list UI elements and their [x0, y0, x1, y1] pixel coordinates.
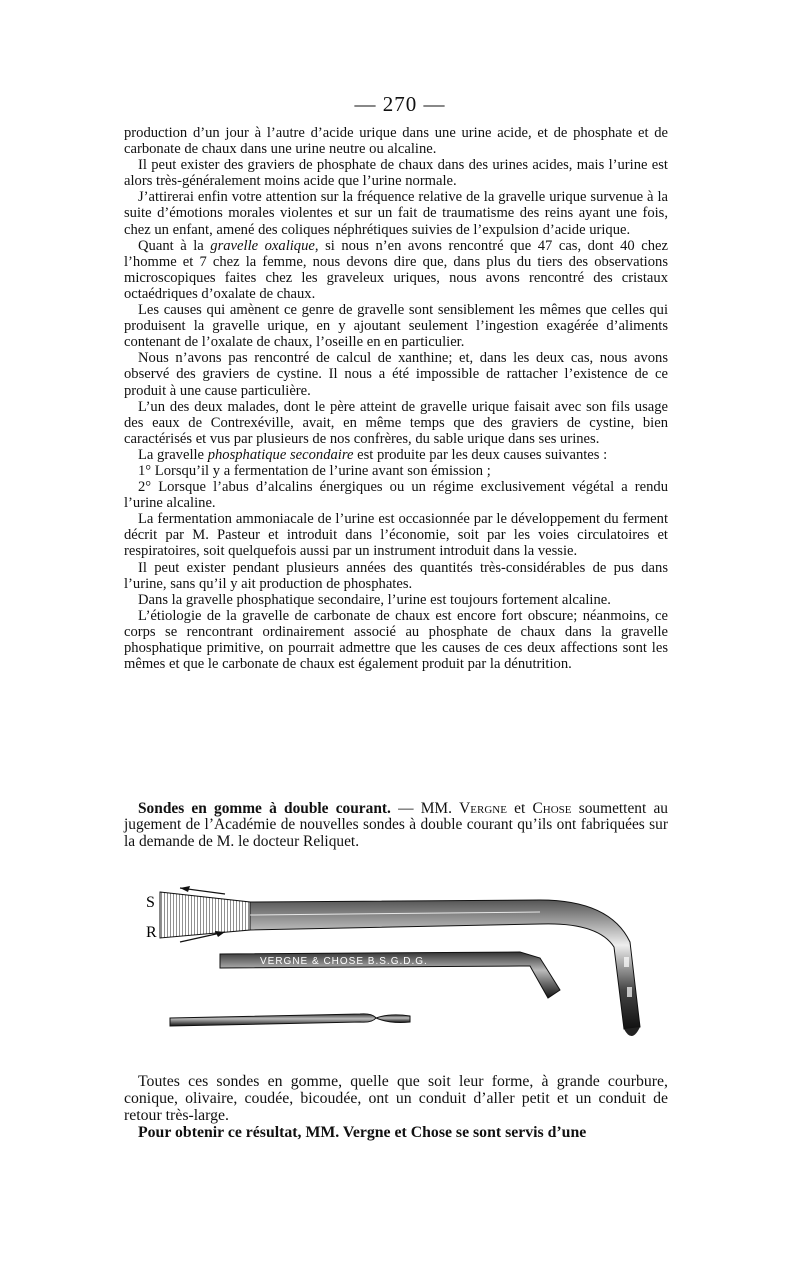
paragraph-gravelle-oxalique — [124, 238, 668, 302]
arrow-icon — [180, 886, 225, 894]
italic-term: gravelle oxalique — [210, 237, 315, 254]
paragraph: Les causes qui amènent ce genre de gravelle sont sensiblement les mêmes que celles qui produisent la gravelle urique, en y ajoutant seulement l’ingestion exagérée d’aliments contenant de l’oxalate de chaux, l’oseille en en particulier. — [124, 302, 668, 351]
text-block-main — [124, 125, 668, 672]
section-rubric: Sondes en gomme à double courant. — [138, 800, 391, 817]
text-run: La gravelle — [138, 446, 208, 463]
paragraph: Toutes ces sondes en gomme, quelle que soit leur forme, à grande courbure, conique, olivaire, coudée, bicoudée, ont un conduit d’aller petit et un conduit de retour très-large. — [124, 1073, 668, 1124]
paragraph: L’étiologie de la gravelle de carbonate de chaux est encore fort obscure; néanmoins, ce corps se rencontrant ordinairement associé au phosphate de chaux dans la gravelle phosphatique primitive, on pourrait admettre que les causes de ces deux affections sont les mêmes et que le carbonate de chaux est également produit par la dénutrition. — [124, 607, 668, 673]
paragraph: production d’un jour à l’autre d’acide urique dans une urine acide, et de phosphate et de carbonate de chaux dans une urine neutre ou alcaline. — [124, 125, 668, 158]
paragraph: J’attirerai enfin votre attention sur la fréquence relative de la gravelle urique survenue à la suite d’émotions morales violentes et sur un fait de traumatisme des reins ayant une fois, chez un enfant, amené des coliques néphrétiques suivies de l’expulsion d’acide urique. — [124, 189, 668, 238]
small-sound — [170, 1014, 410, 1026]
engraving-text: VERGNE & CHOSE B.S.G.D.G. — [260, 956, 428, 967]
label-r: R — [146, 924, 157, 941]
italic-term: phosphatique secondaire — [207, 446, 354, 463]
paragraph: Pour obtenir ce résultat, MM. Vergne et Chose se sont servis d’une — [138, 1124, 587, 1141]
text-run: — MM. — [390, 800, 460, 817]
paragraph: Dans la gravelle phosphatique secondaire, l’urine est toujours fortement alcaline. — [138, 591, 611, 608]
paragraph: L’un des deux malades, dont le père atteint de gravelle urique faisait avec son fils usage des eaux de Contrexéville, avait, en même temps que des graviers de cystine, bien caractérisés et vus par plusieurs de nos confrères, du sable urique dans ses urines. — [124, 398, 668, 447]
stylet-rod — [220, 952, 560, 998]
label-s: S — [146, 894, 155, 911]
paragraph: Il peut exister pendant plusieurs années des quantités très-considérables de pus dans l’urine, sans qu’il y ait production de phosphates. — [124, 559, 668, 592]
section-sondes — [124, 801, 668, 850]
text-run: Quant à la — [138, 237, 211, 254]
text-run: , si nous n’en avons rencontré que 47 cas, dont 40 chez l’homme et 7 chez la femme, nous devons dire que, dans plus du tiers des observations microscopiques faites chez les graveleux uriques, nous avons rencontré des cristaux octaédriques d’oxalate de chaux. — [124, 237, 668, 302]
page-number: — 270 — — [354, 92, 446, 116]
section-paragraph — [124, 801, 668, 850]
list-item: 1° Lorsqu’il y a fermentation de l’urine avant son émission ; — [138, 462, 491, 479]
closing-text — [124, 1073, 668, 1141]
paragraph: Il peut exister des graviers de phosphate de chaux dans des urines acides, mais l’urine est alors très-généralement moins acide que l’urine normale. — [124, 157, 668, 190]
text-run: est produite par les deux causes suivantes : — [353, 446, 608, 463]
paragraph: Nous n’avons pas rencontré de calcul de xanthine; et, dans les deux cas, nous avons observé des graviers de cystine. Il nous a été impossible de rattacher l’existence de ce produit à une cause particulière. — [124, 350, 668, 399]
text-run: et — [506, 800, 533, 817]
list-item: 2° Lorsque l’abus d’alcalins énergiques ou un régime exclusivement végétal a rendu l’urine alcaline. — [124, 479, 668, 512]
text-run: soumettent au jugement de l’Académie de nouvelles sondes à double courant qu’ils ont fabriquées sur la demande de M. le docteur Reliquet. — [124, 800, 669, 850]
paragraph-phosphatique — [124, 447, 668, 463]
paragraph: La fermentation ammoniacale de l’urine est occasionnée par le développement du ferment décrit par M. Pasteur et introduit dans l’économie, soit par les voies circulatoires et respiratoires, soit quelquefois aussi par un instrument introduit dans la vessie. — [124, 511, 668, 560]
catheter-illustration — [140, 862, 680, 1062]
name-chose: Chose — [532, 800, 572, 817]
name-vergne: Vergne — [459, 800, 507, 817]
